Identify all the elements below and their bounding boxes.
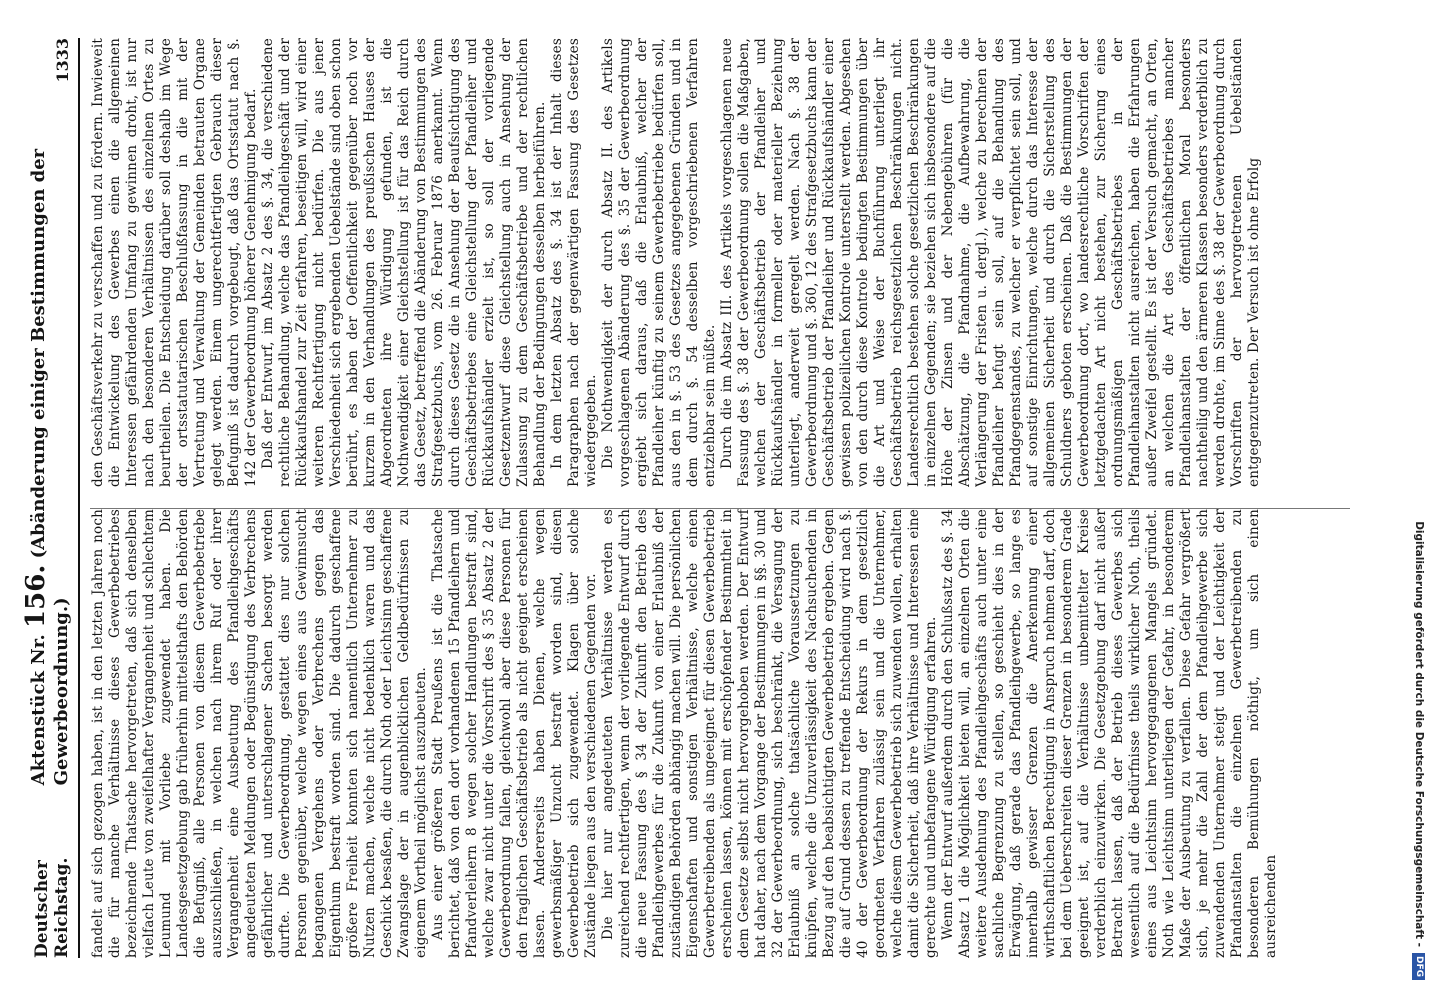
right-column <box>90 38 1360 487</box>
digitization-credit-text <box>1412 20 1426 980</box>
paragraph: Die Nothwendigkeit der durch Absatz II. des Artikels vorgeschlagenen Abänderung des §. 35 der Gewerbeordnung ergiebt sich daraus, daß die Erlaubniß, welcher der Pfandleiher künftig zu seinem Gewerbebetriebe bedürfen soll, aus den in §. 53 des Gesetzes angegebenen Gründen und in dem durch §. 54 desselben vorgeschriebenen Verfahren entziehbar sein müßte. <box>600 38 718 487</box>
header-publication: Deutscher Reichstag. <box>32 857 72 958</box>
text-columns <box>90 38 1360 958</box>
paragraph: Die hier nur angedeuteten Verhältnisse werden es zureichend rechtfertigen, wenn der vorliegende Entwurf durch die neue Fassung des § 34 der Zukunft den Betrieb des Pfandleihgewerbes für die Zukunft von einer Erlaubniß der zuständigen Behörden abhängig machen will. Die persönlichen Eigenschaften und sonstigen Verhältnisse, welche einen Gewerbetreibenden als ungeeignet für diesen Gewerbebetrieb erscheinen lassen, können mit erschöpfender Bestimmtheit in dem Gesetze selbst nicht hervorgehoben werden. Der Entwurf hat daher, nach dem Vorgange der Bestimmungen in §§. 30 und 32 der Gewerbeordnung, sich beschränkt, die Versagung der Erlaubniß an solche thatsächliche Voraussetzungen zu knüpfen, welche die Unzuverlässigkeit des Nachsuchenden in Bezug auf den beabsichtigten Gewerbebetrieb ergeben. Gegen die auf Grund dessen zu treffende Entscheidung wird nach §. 40 der Gewerbeordnung der Rekurs in dem gesetzlich geordneten Verfahren zulässig sein und die Unternehmer, welche diesem Gewerbebetrieb sich zuwenden wollen, erhalten damit die Sicherheit, daß ihre Verhältnisse und Interessen eine gerechte und unbefangene Würdigung erfahren. <box>600 509 939 958</box>
paragraph: In dem letzten Absatz des §. 34 ist der Inhalt dieses Paragraphen nach der gegenwärtigen Fassung des Gesetzes wiedergegeben. <box>549 38 599 487</box>
credit-text: Digitalisierung gefördert durch die Deutsche Forschungsgemeinschaft - <box>1413 521 1425 947</box>
paragraph: fandelt auf sich gezogen haben, ist in den letzten Jahren noch die für manche Verhältnisse dieses Gewerbebetriebes bezeichnende Thatsache hervorgetreten, daß sich denselben vielfach Leute von zweifelhafter Vergangenheit und schlechtem Leumund mit Vorliebe zugewendet haben. Die Landesgesetzgebung gab früherhin mittelsthafts den Behörden die Befugniß, alle Personen von diesem Gewerbebetriebe auszuschließen, in welchen nach ihrem Ruf oder ihrer Vergangenheit eine Ausbeutung des Pfandleihgeschäfts angedeuteten Meldungen oder Begünstigung des Verbrechens gefährlicher und unterschlagener Sachen besorgt werden durfte. Die Gewerbeordnung, gestattet dies nur solchen Personen gegenüber, welche wegen eines aus Gewinnsucht begangenen Vergehens oder Verbrechens gegen das Eigenthum bestraft worden sind. Die dadurch geschaffene größere Freiheit konnten sich namentlich Unternehmer zu Nutzen machen, welche nicht bedenklich waren und das Geschick besaßen, die durch Noth oder Leichtsinn geschaffene Zwangslage der in augenblicklichen Geldbedürfnissen zu eigenem Vortheil möglichst auszubeuten. <box>90 509 429 958</box>
digitization-credit <box>1412 20 1426 980</box>
paragraph: Durch die im Absatz III. des Artikels vorgeschlagenen neue Fassung des §. 38 der Gewerbeordnung sollen die Maßgaben, welchen der Geschäftsbetrieb der Pfandleiher und Rückkaufshändler in formeller oder materieller Beziehung unterliegt, anderweit geregelt werden. Nach §. 38 der Gewerbeordnung und §. 360, 12 des Strafgesetzbuchs kann der Geschäftsbetrieb der Pfandleiher und Rückkaufshändler einer gewissen polizeilichen Kontrole unterstellt werden. Abgesehen von den durch diese Kontrole bedingten Bestimmungen über die Art und Weise der Buchführung unterliegt ihr Geschäftsbetrieb reichsgesetzlichen Beschränkungen nicht. Landesrechtlich bestehen solche gesetzlichen Beschränkungen in einzelnen Gegenden; sie beziehen sich insbesondere auf die Höhe der Zinsen und der Nebengebühren (für die Abschätzung, die Pfandnahme, die Aufbewahrung, die Verlängerung der Fristen u. dergl.), welche zu berechnen der Pfandleiher befugt sein soll, auf die Behandlung des Pfandgegenstandes, zu welcher er verpflichtet sein soll, und auf sonstige Einrichtungen, welche durch das Interesse der allgemeinen Sicherheit und durch die Sicherstellung des Schuldners geboten erscheinen. Daß die Bestimmungen der Gewerbeordnung dort, wo landesrechtliche Vorschriften der letztgedachten Art nicht bestehen, zur Sicherung eines ordnungsmäßigen Geschäftsbetriebes in der Pfandleihanstalten nicht ausreichen, haben die Erfahrungen außer Zweifel gestellt. Es ist der Versuch gemacht, an Orten, an welchen die Art des Geschäftsbetriebes mancher Pfandleihanstalten der öffentlichen Moral besonders nachtheilig und den ärmeren Klassen besonders verderblich zu werden drohte, im Sinne des §. 38 der Gewerbeordnung durch Vorschriften der hervorgetretenen Uebelständen entgegenzutreten. Der Versuch ist ohne Erfolg <box>719 38 1262 487</box>
paragraph: Aus einer größeren Stadt Preußens ist die Thatsache berichtet, daß von den dort vorhandenen 15 Pfandleihern und Pfandverleihern 8 wegen solcher Handlungen bestraft sind, welche zwar nicht unter die Vorschrift des § 35 Absatz 2 der Gewerbeordnung fallen, gleichwohl aber diese Personen für den fraglichen Geschäftsbetrieb als nicht geeignet erscheinen lassen. Andererseits haben Dienen, welche wegen gewerbsmäßiger Unzucht bestraft worden sind, diesen Gewerbebetrieb sich zugewendet. Klagen über solche Zustände liegen aus den verschiedenen Gegenden vor. <box>430 509 599 958</box>
header-prefix: Aktenstück Nr. <box>28 634 49 786</box>
paragraph: Wenn der Entwurf außerdem durch den Schlußsatz des §. 34 Absatz 1 die Möglichkeit bieten will, an einzelnen Orten die weitere Ausdehnung des Pfandleihgeschäfts auch unter eine sachliche Begrenzung zu stellen, so geschieht dies in der Erwägung, daß gerade das Pfandleihgewerbe, so lange es innerhalb gewisser Grenzen die Anerkennung einer wirthschaftlichen Berechtigung in Anspruch nehmen darf, doch bei dem Ueberschreiten dieser Grenzen in besonderem Grade geeignet ist, auf die Verhältnisse unbemittelter Kreise verderblich einzuwirken. Die Gesetzgebung darf nicht außer Betracht lassen, daß der Betrieb dieses Gewerbes sich wesentlich auf die Bedürfnisse theils wirklicher Noth, theils eines aus Leichtsinn hervorgegangenen Mangels gründet. Noth wie Leichtsinn unterliegen der Gefahr, in besonderem Maße der Ausbeutung zu verfallen. Diese Gefahr vergrößert sich, je mehr die Zahl der dem Pfandleihgewerbe sich zuwendenden Unternehmer steigt und der Leichtigkeit der Pfandanstalten die einzelnen Gewerbetreibenden zu besonderen Bemühungen nöthigt, um sich einen ausreichenden <box>940 509 1279 958</box>
left-column <box>90 509 1360 958</box>
paragraph: den Geschäftsverkehr zu verschaffen und zu fördern. Inwieweit die Entwickelung des Gewerbes einen die allgemeinen Interessen gefährdenden Umfang zu gewinnen droht, ist nur nach den besonderen Verhältnissen des einzelnen Ortes zu beurtheilen. Die Entscheidung darüber soll deshalb im Wege der ortsstatutarischen Beschlußfassung in die mit der Vertretung und Verwaltung der Gemeinden betrauten Organe gelegt werden. Einem ungerechtfertigten Gebrauch dieser Befugniß ist dadurch vorgebeugt, daß das Ortsstatut nach §. 142 der Gewerbeordnung höherer Genehmigung bedarf. <box>90 38 259 487</box>
page-header <box>21 38 80 958</box>
header-document-title <box>21 83 78 786</box>
column-divider <box>90 508 1350 509</box>
header-number: 156. <box>21 564 51 628</box>
page-number: 1333 <box>53 38 72 83</box>
document-page <box>21 38 1362 958</box>
dfg-logo: DFG <box>1413 953 1426 980</box>
header-subject: (Abänderung einiger Bestimmungen der Gewerbeordnung.) <box>28 148 72 786</box>
paragraph: Daß der Entwurf, im Absatz 2 des §. 34, die verschiedene rechtliche Behandlung, welche das Pfandleihgeschäft und der Rückkaufshandel zur Zeit erfahren, beseitigen will, wird einer weiteren Rechtfertigung nicht bedürfen. Die aus jener Verschiedenheit sich ergebenden Uebelstände sind oben schon berührt, es haben der Oeffentlichkeit gegenüber noch vor kurzem in den Verhandlungen des preußischen Hauses der Abgeordneten ihre Würdigung gefunden, ist die Nothwendigkeit einer Gleichstellung ist für das Reich durch das Gesetz, betreffend die Abänderung von Bestimmungen des Strafgesetzbuchs, vom 26. Februar 1876 anerkannt. Wenn durch dieses Gesetz die in Ansehung der Beaufsichtigung des Geschäftsbetriebes eine Gleichstellung der Pfandleiher und Rückkaufshändler erzielt ist, so soll der vorliegende Gesetzentwurf diese Gleichstellung auch in Ansehung der Zulassung zu dem Geschäftsbetriebe und der rechtlichen Behandlung der Bedingungen desselben herbeiführen. <box>260 38 548 487</box>
